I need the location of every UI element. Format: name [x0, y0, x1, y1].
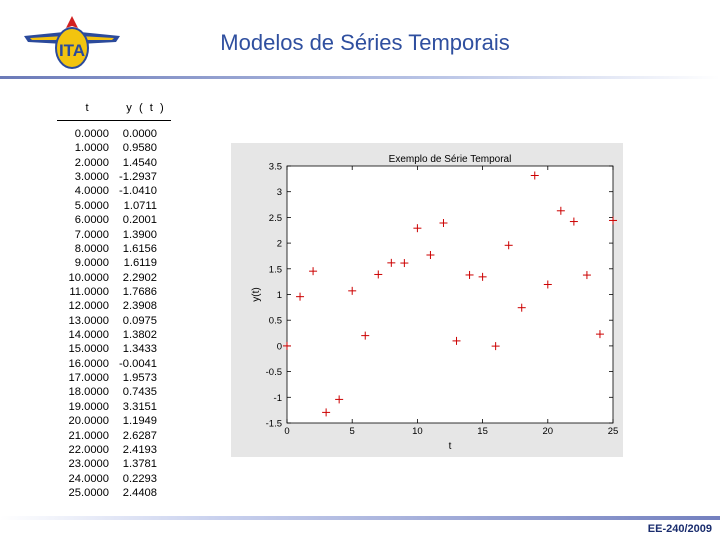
x-tick-label: 5: [349, 426, 355, 437]
cell-t: 1.0000: [74, 142, 109, 155]
table-row: [57, 285, 173, 299]
cell-y: -0.0041: [119, 357, 157, 370]
table-row: [57, 385, 173, 399]
cell-y: 2.4193: [122, 443, 157, 456]
cell-y: 0.9580: [122, 142, 157, 155]
y-tick-label: 1: [276, 290, 282, 301]
cell-y: 2.4408: [122, 486, 157, 499]
cell-y: 1.7686: [122, 285, 157, 298]
cell-y: 1.4540: [122, 156, 157, 169]
column-header-y: y ( t ): [126, 102, 166, 114]
cell-t: 8.0000: [74, 242, 109, 255]
cell-t: 22.0000: [68, 443, 109, 456]
y-tick-label: -0.5: [265, 367, 282, 379]
scatter-chart: [231, 143, 623, 457]
table-row: [57, 328, 173, 342]
cell-y: 1.1949: [122, 415, 157, 428]
table-row: [57, 228, 173, 242]
cell-t: 19.0000: [68, 400, 109, 413]
y-axis-label: y(t): [251, 287, 262, 302]
cell-t: 5.0000: [74, 199, 109, 212]
cell-t: 10.0000: [68, 271, 109, 284]
table-row: [57, 271, 173, 285]
cell-y: 1.3802: [122, 329, 157, 342]
table-row: [57, 156, 173, 170]
cell-t: 15.0000: [68, 343, 109, 356]
data-table: [57, 98, 173, 500]
cell-t: 14.0000: [68, 329, 109, 342]
ita-logo: [20, 14, 124, 72]
y-tick-label: 0.5: [268, 315, 282, 327]
table-body: [57, 127, 173, 500]
table-row: [57, 256, 173, 270]
table-row: [57, 242, 173, 256]
cell-t: 12.0000: [68, 300, 109, 313]
cell-t: 4.0000: [74, 185, 109, 198]
cell-t: 2.0000: [74, 156, 109, 169]
cell-t: 9.0000: [74, 257, 109, 270]
cell-y: 1.6156: [122, 242, 157, 255]
cell-y: 0.2293: [122, 472, 157, 485]
table-row: [57, 127, 173, 141]
y-tick-label: -1: [273, 392, 282, 404]
cell-t: 7.0000: [74, 228, 109, 241]
cell-y: 1.6119: [123, 257, 157, 270]
x-tick-label: 10: [412, 426, 423, 437]
y-tick-label: 1.5: [268, 264, 282, 276]
table-header: [57, 98, 173, 118]
footer-divider: [0, 516, 720, 520]
table-row: [57, 457, 173, 471]
table-row: [57, 414, 173, 428]
logo-text: ITA: [58, 41, 86, 60]
x-axis-label: t: [448, 441, 452, 452]
footer-label: EE-240/2009: [647, 523, 712, 535]
x-tick-label: 15: [477, 426, 488, 437]
cell-y: 1.3781: [122, 458, 157, 471]
cell-y: -1.0410: [119, 185, 157, 198]
cell-y: 3.3151: [122, 400, 157, 413]
x-tick-label: 25: [607, 426, 619, 437]
cell-y: 1.3900: [122, 228, 157, 241]
cell-y: 0.2001: [122, 214, 157, 227]
cell-t: 23.0000: [68, 458, 109, 471]
x-tick-label: 0: [284, 426, 290, 437]
cell-y: 1.9573: [122, 372, 157, 385]
y-tick-label: 3: [276, 187, 282, 199]
cell-t: 0.0000: [74, 128, 109, 140]
table-row: [57, 472, 173, 486]
cell-y: 0.0975: [122, 314, 157, 327]
table-row: [57, 170, 173, 184]
chart-svg: [231, 143, 623, 457]
table-row: [57, 371, 173, 385]
cell-y: 2.3908: [122, 300, 157, 313]
table-header-rule: [57, 120, 171, 121]
cell-t: 11.0000: [69, 285, 109, 298]
table-row: [57, 213, 173, 227]
header-divider: [0, 76, 720, 79]
table-row: [57, 199, 173, 213]
logo-flame: [66, 16, 78, 28]
table-row: [57, 429, 173, 443]
table-row: [57, 486, 173, 500]
table-row: [57, 443, 173, 457]
cell-t: 13.0000: [68, 314, 109, 327]
y-tick-label: 3.5: [268, 161, 282, 173]
cell-t: 6.0000: [74, 214, 109, 227]
cell-y: 2.2902: [122, 271, 157, 284]
column-header-t: t: [85, 102, 91, 114]
chart-title: Exemplo de Série Temporal: [388, 154, 512, 165]
table-row: [57, 357, 173, 371]
cell-t: 16.0000: [68, 357, 109, 370]
cell-t: 3.0000: [74, 171, 109, 184]
y-tick-label: 2: [276, 238, 282, 250]
y-tick-label: 0: [276, 341, 282, 353]
cell-t: 24.0000: [68, 472, 109, 485]
x-tick-label: 20: [542, 426, 554, 437]
table-row: [57, 184, 173, 198]
table-row: [57, 400, 173, 414]
table-row: [57, 314, 173, 328]
cell-t: 17.0000: [68, 372, 109, 385]
cell-t: 25.0000: [68, 486, 109, 499]
table-row: [57, 299, 173, 313]
cell-t: 20.0000: [68, 415, 109, 428]
cell-y: 1.3433: [122, 343, 157, 356]
table-row: [57, 141, 173, 155]
y-tick-label: -1.5: [265, 418, 282, 430]
cell-y: 0.0000: [122, 128, 157, 140]
cell-y: 1.0711: [123, 199, 157, 212]
cell-y: 2.6287: [122, 429, 157, 442]
page-title: Modelos de Séries Temporais: [220, 30, 510, 55]
y-tick-label: 2.5: [268, 212, 282, 224]
cell-t: 18.0000: [68, 386, 109, 399]
table-row: [57, 342, 173, 356]
cell-y: 0.7435: [122, 386, 157, 399]
cell-t: 21.0000: [68, 429, 109, 442]
cell-y: -1.2937: [119, 171, 157, 184]
plot-area: [287, 166, 613, 423]
